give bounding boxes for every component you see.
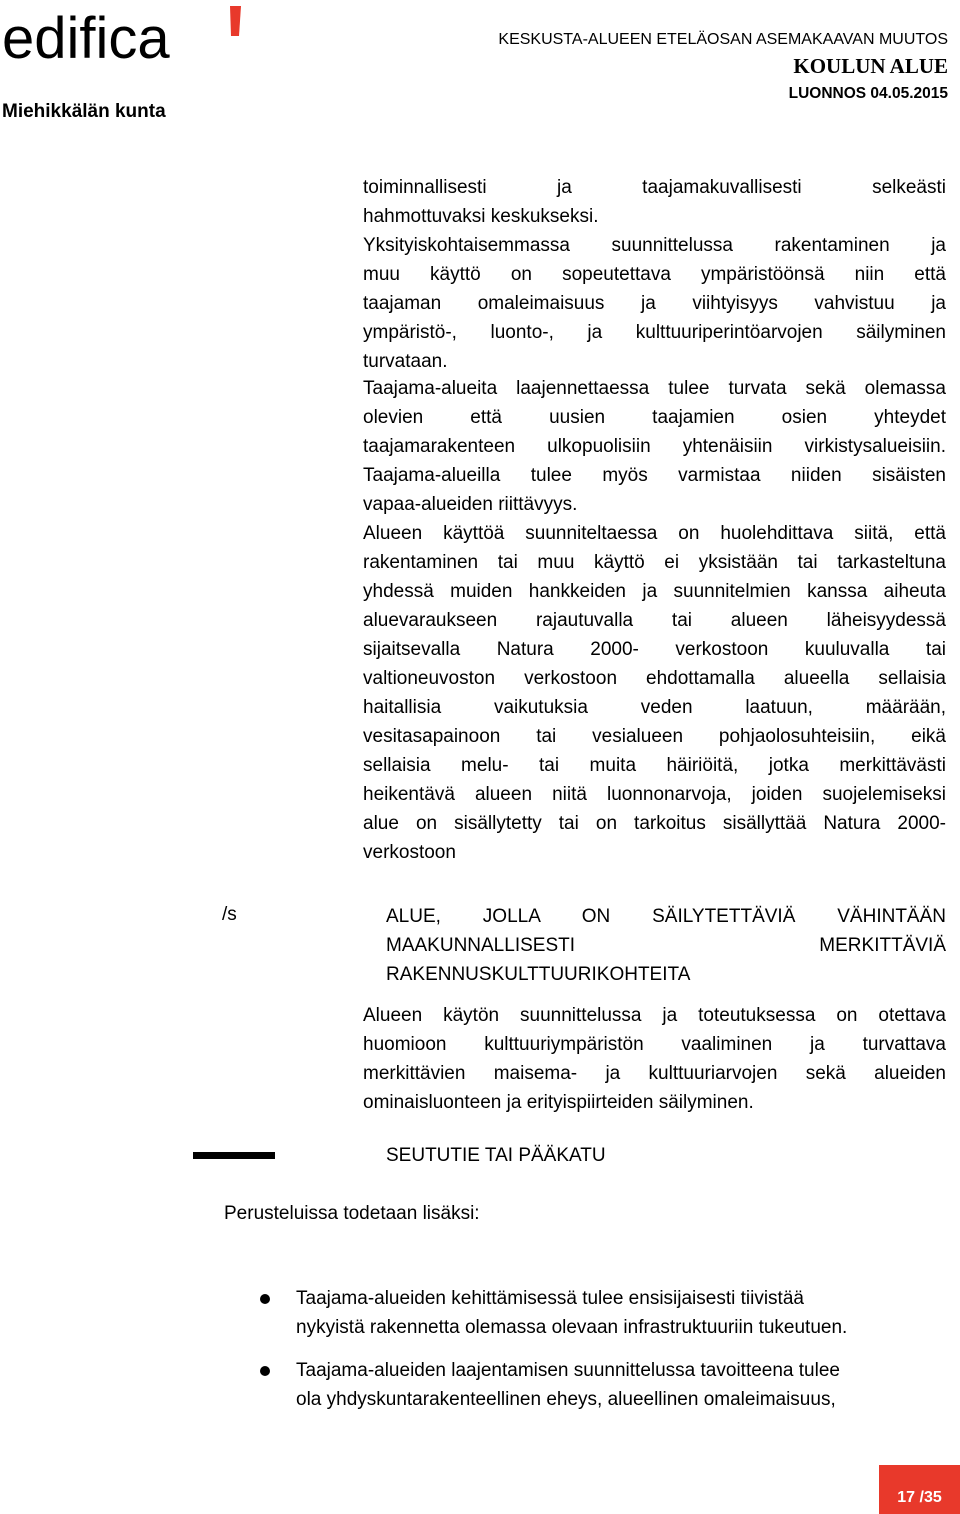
text-line: Taajama-alueita laajennettaessa tulee turvata sekä olemassa <box>363 378 946 399</box>
text-line: alue on sisällytetty tai on tarkoitus sisällyttää Natura 2000- <box>363 813 946 834</box>
draft-date: LUONNOS 04.05.2015 <box>788 85 948 102</box>
text-line: muu käyttö on sopeutettava ympäristöönsä niin että <box>363 264 946 285</box>
bullet-line: nykyistä rakennetta olemassa olevaan infrastruktuuriin tukeutuen. <box>296 1317 848 1338</box>
bullet-list <box>250 1284 950 1428</box>
text-line: hahmottuvaksi keskukseksi. <box>363 206 599 227</box>
document-header <box>498 26 948 107</box>
logo-wordmark: edifica <box>2 6 170 66</box>
road-legend-line <box>193 1152 275 1159</box>
text-line: vapaa-alueiden riittävyys. <box>363 494 578 515</box>
heading-line: MAAKUNNALLISESTI MERKITTÄVIÄ <box>386 935 946 956</box>
bullet-icon <box>260 1366 270 1376</box>
logo-accent-mark <box>230 6 241 36</box>
basis-label: Perusteluissa todetaan lisäksi: <box>224 1203 480 1224</box>
text-line: Yksityiskohtaisemmassa suunnittelussa rakentaminen ja <box>363 235 946 256</box>
text-line: toiminnallisesti ja taajamakuvallisesti selkeästi <box>363 177 946 198</box>
heading-line: ALUE, JOLLA ON SÄILYTETTÄVIÄ VÄHINTÄÄN <box>386 906 946 927</box>
list-item <box>250 1284 950 1342</box>
text-line: rakentaminen tai muu käyttö ei yksistään tai tarkasteltuna <box>363 552 946 573</box>
page-number-badge <box>879 1465 960 1514</box>
text-line: aluevaraukseen rajautuvalla tai alueen läheisyydessä <box>363 610 946 631</box>
text-line: sijaitsevalla Natura 2000- verkostoon kuuluvalla tai <box>363 639 946 660</box>
text-line: olevien että uusien taajamien osien yhteydet <box>363 407 946 428</box>
marking-code: /s <box>222 904 237 925</box>
paragraph-recreation-links <box>363 374 946 519</box>
area-title: KOULUN ALUE <box>793 54 948 78</box>
page-number: 17 /35 <box>897 1489 942 1506</box>
text-line: taajaman omaleimaisuus ja viihtyisyys vahvistuu ja <box>363 293 946 314</box>
text-line: verkostoon <box>363 842 456 863</box>
paragraph-urban-structure <box>363 173 946 376</box>
text-line: sellaisia melu- tai muita häiriöitä, jotka merkittävästi <box>363 755 946 776</box>
bullet-icon <box>260 1294 270 1304</box>
edifica-logo <box>0 6 246 66</box>
text-line: Taajama-alueilla tulee myös varmistaa niiden sisäisten <box>363 465 946 486</box>
text-line: taajamarakenteen ulkopuolisiin yhtenäisiin virkistysalueisiin. <box>363 436 946 457</box>
text-line: turvataan. <box>363 351 448 372</box>
text-line: heikentävä alueen niitä luonnonarvoja, joiden suojelemiseksi <box>363 784 946 805</box>
text-line: huomioon kulttuuriympäristön vaaliminen ja turvattava <box>363 1034 946 1055</box>
text-line: Alueen käytön suunnittelussa ja toteutuksessa on otettava <box>363 1005 946 1026</box>
heading-line: RAKENNUSKULTTUURIKOHTEITA <box>386 964 691 985</box>
paragraph-natura-2000 <box>363 519 946 867</box>
text-line: merkittävien maisema- ja kulttuuriarvojen sekä alueiden <box>363 1063 946 1084</box>
text-line: valtioneuvoston verkostoon ehdottamalla alueella sellaisia <box>363 668 946 689</box>
bullet-line: Taajama-alueiden laajentamisen suunnittelussa tavoitteena tulee <box>296 1360 840 1381</box>
text-line: haitallisia vaikutuksia veden laatuun, määrään, <box>363 697 946 718</box>
text-line: ympäristö-, luonto-, ja kulttuuriperintöarvojen säilyminen <box>363 322 946 343</box>
marking-heading <box>386 902 946 989</box>
bullet-line: ola yhdyskuntarakenteellinen eheys, alueellinen omaleimaisuus, <box>296 1389 836 1410</box>
text-line: Alueen käyttöä suunniteltaessa on huolehdittava siitä, että <box>363 523 946 544</box>
municipality-name: Miehikkälän kunta <box>2 101 166 122</box>
paragraph-cultural-environment <box>363 1001 946 1117</box>
text-line: ominaisluonteen ja erityispiirteiden säilyminen. <box>363 1092 754 1113</box>
bullet-line: Taajama-alueiden kehittämisessä tulee ensisijaisesti tiivistää <box>296 1288 804 1309</box>
text-line: yhdessä muiden hankkeiden ja suunnitelmien kanssa aiheuta <box>363 581 946 602</box>
plan-title: KESKUSTA-ALUEEN ETELÄOSAN ASEMAKAAVAN MUUTOS <box>498 31 948 48</box>
road-legend-label: SEUTUTIE TAI PÄÄKATU <box>386 1145 606 1166</box>
list-item <box>250 1356 950 1414</box>
text-line: vesitasapainoon tai vesialueen pohjaolosuhteisiin, eikä <box>363 726 946 747</box>
